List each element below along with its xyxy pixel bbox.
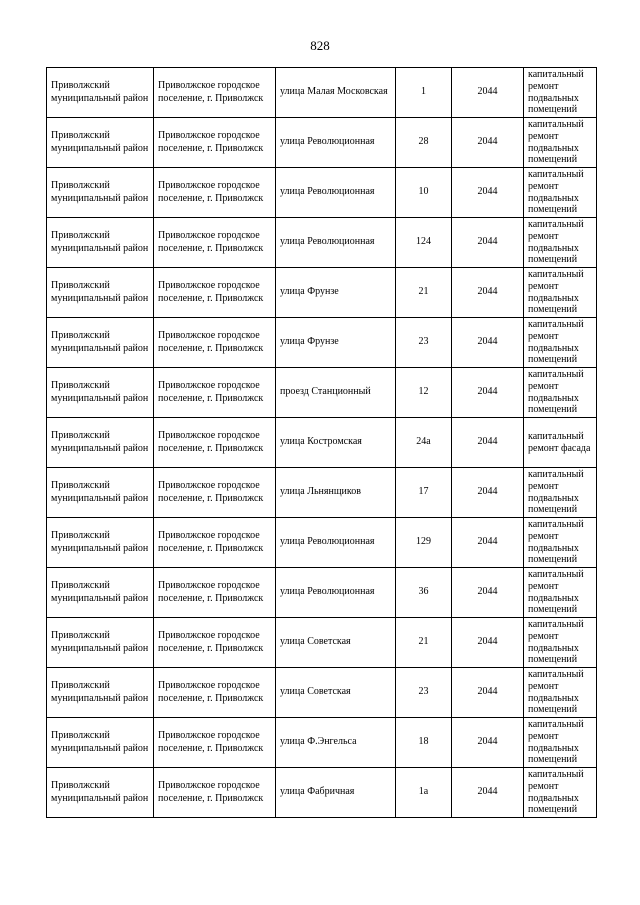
street-cell: улица Фрунзе — [276, 318, 396, 368]
year-cell: 2044 — [452, 718, 524, 768]
table-row — [47, 768, 597, 818]
table-row — [47, 68, 597, 118]
year-cell: 2044 — [452, 668, 524, 718]
street-cell: проезд Станционный — [276, 368, 396, 418]
year-cell: 2044 — [452, 68, 524, 118]
work-type-cell: капитальный ремонт подвальных помещений — [524, 218, 597, 268]
table-row — [47, 268, 597, 318]
work-type-cell: капитальный ремонт подвальных помещений — [524, 568, 597, 618]
table-body — [47, 68, 597, 818]
district-cell: Приволжский муниципальный район — [47, 618, 154, 668]
table-row — [47, 418, 597, 468]
year-cell: 2044 — [452, 618, 524, 668]
street-cell: улица Льнянщиков — [276, 468, 396, 518]
table-row — [47, 118, 597, 168]
street-cell: улица Революционная — [276, 518, 396, 568]
street-cell: улица Революционная — [276, 218, 396, 268]
street-cell: улица Революционная — [276, 118, 396, 168]
year-cell: 2044 — [452, 418, 524, 468]
work-type-cell: капитальный ремонт подвальных помещений — [524, 768, 597, 818]
house-number-cell: 124 — [396, 218, 452, 268]
district-cell: Приволжский муниципальный район — [47, 68, 154, 118]
house-number-cell: 1а — [396, 768, 452, 818]
settlement-cell: Приволжское городское поселение, г. Приволжск — [154, 68, 276, 118]
table-row — [47, 718, 597, 768]
year-cell: 2044 — [452, 368, 524, 418]
district-cell: Приволжский муниципальный район — [47, 118, 154, 168]
district-cell: Приволжский муниципальный район — [47, 418, 154, 468]
table-row — [47, 318, 597, 368]
year-cell: 2044 — [452, 518, 524, 568]
house-number-cell: 10 — [396, 168, 452, 218]
settlement-cell: Приволжское городское поселение, г. Приволжск — [154, 168, 276, 218]
work-type-cell: капитальный ремонт подвальных помещений — [524, 668, 597, 718]
table-row — [47, 218, 597, 268]
street-cell: улица Советская — [276, 668, 396, 718]
house-number-cell: 12 — [396, 368, 452, 418]
year-cell: 2044 — [452, 468, 524, 518]
settlement-cell: Приволжское городское поселение, г. Приволжск — [154, 218, 276, 268]
repair-schedule-table — [46, 67, 597, 818]
house-number-cell: 23 — [396, 318, 452, 368]
house-number-cell: 18 — [396, 718, 452, 768]
settlement-cell: Приволжское городское поселение, г. Приволжск — [154, 568, 276, 618]
street-cell: улица Ф.Энгельса — [276, 718, 396, 768]
street-cell: улица Фрунзе — [276, 268, 396, 318]
house-number-cell: 23 — [396, 668, 452, 718]
house-number-cell: 21 — [396, 618, 452, 668]
settlement-cell: Приволжское городское поселение, г. Приволжск — [154, 718, 276, 768]
year-cell: 2044 — [452, 318, 524, 368]
street-cell: улица Фабричная — [276, 768, 396, 818]
district-cell: Приволжский муниципальный район — [47, 218, 154, 268]
district-cell: Приволжский муниципальный район — [47, 518, 154, 568]
year-cell: 2044 — [452, 268, 524, 318]
house-number-cell: 28 — [396, 118, 452, 168]
street-cell: улица Революционная — [276, 168, 396, 218]
table-row — [47, 468, 597, 518]
street-cell: улица Советская — [276, 618, 396, 668]
settlement-cell: Приволжское городское поселение, г. Приволжск — [154, 418, 276, 468]
page-number: 828 — [310, 38, 330, 53]
work-type-cell: капитальный ремонт подвальных помещений — [524, 468, 597, 518]
work-type-cell: капитальный ремонт подвальных помещений — [524, 518, 597, 568]
table-row — [47, 518, 597, 568]
house-number-cell: 129 — [396, 518, 452, 568]
district-cell: Приволжский муниципальный район — [47, 268, 154, 318]
settlement-cell: Приволжское городское поселение, г. Приволжск — [154, 618, 276, 668]
year-cell: 2044 — [452, 768, 524, 818]
house-number-cell: 17 — [396, 468, 452, 518]
table-row — [47, 668, 597, 718]
settlement-cell: Приволжское городское поселение, г. Приволжск — [154, 518, 276, 568]
work-type-cell: капитальный ремонт подвальных помещений — [524, 368, 597, 418]
settlement-cell: Приволжское городское поселение, г. Приволжск — [154, 268, 276, 318]
work-type-cell: капитальный ремонт подвальных помещений — [524, 318, 597, 368]
table-row — [47, 568, 597, 618]
settlement-cell: Приволжское городское поселение, г. Приволжск — [154, 368, 276, 418]
year-cell: 2044 — [452, 168, 524, 218]
settlement-cell: Приволжское городское поселение, г. Приволжск — [154, 668, 276, 718]
table-row — [47, 618, 597, 668]
work-type-cell: капитальный ремонт подвальных помещений — [524, 118, 597, 168]
district-cell: Приволжский муниципальный район — [47, 168, 154, 218]
work-type-cell: капитальный ремонт подвальных помещений — [524, 268, 597, 318]
house-number-cell: 21 — [396, 268, 452, 318]
district-cell: Приволжский муниципальный район — [47, 568, 154, 618]
settlement-cell: Приволжское городское поселение, г. Приволжск — [154, 118, 276, 168]
settlement-cell: Приволжское городское поселение, г. Приволжск — [154, 768, 276, 818]
house-number-cell: 24а — [396, 418, 452, 468]
street-cell: улица Костромская — [276, 418, 396, 468]
house-number-cell: 36 — [396, 568, 452, 618]
table-row — [47, 368, 597, 418]
house-number-cell: 1 — [396, 68, 452, 118]
district-cell: Приволжский муниципальный район — [47, 718, 154, 768]
year-cell: 2044 — [452, 118, 524, 168]
district-cell: Приволжский муниципальный район — [47, 318, 154, 368]
work-type-cell: капитальный ремонт подвальных помещений — [524, 718, 597, 768]
district-cell: Приволжский муниципальный район — [47, 668, 154, 718]
year-cell: 2044 — [452, 218, 524, 268]
district-cell: Приволжский муниципальный район — [47, 368, 154, 418]
settlement-cell: Приволжское городское поселение, г. Приволжск — [154, 468, 276, 518]
year-cell: 2044 — [452, 568, 524, 618]
work-type-cell: капитальный ремонт подвальных помещений — [524, 68, 597, 118]
district-cell: Приволжский муниципальный район — [47, 768, 154, 818]
work-type-cell: капитальный ремонт подвальных помещений — [524, 168, 597, 218]
street-cell: улица Малая Московская — [276, 68, 396, 118]
work-type-cell: капитальный ремонт фасада — [524, 418, 597, 468]
district-cell: Приволжский муниципальный район — [47, 468, 154, 518]
settlement-cell: Приволжское городское поселение, г. Приволжск — [154, 318, 276, 368]
street-cell: улица Революционная — [276, 568, 396, 618]
work-type-cell: капитальный ремонт подвальных помещений — [524, 618, 597, 668]
table-row — [47, 168, 597, 218]
